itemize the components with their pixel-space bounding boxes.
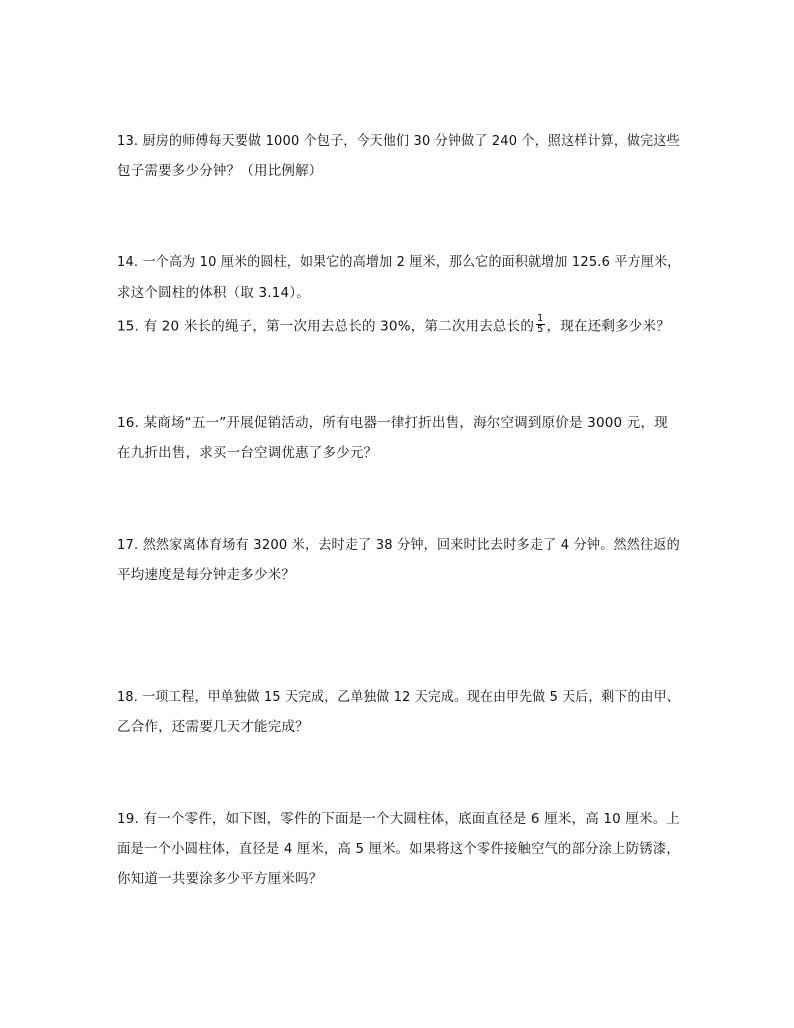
question-number: 16.	[117, 415, 140, 431]
question-text: 面是一个小圆柱体，直径是 4 厘米，高 5 厘米。如果将这个零件接触空气的部分涂上防锈漆，	[117, 841, 680, 857]
question-14-line-1	[117, 253, 680, 271]
question-text: 在九折出售，求买一台空调优惠了多少元？	[117, 445, 378, 461]
question-text: 求这个圆柱的体积（取 3.14）。	[117, 285, 310, 301]
question-19-line-1	[117, 810, 680, 828]
question-18-line-1	[117, 688, 680, 706]
question-text: 有 20 米长的绳子，第一次用去总长的 30%，第二次用去总长的	[143, 318, 535, 335]
question-13-line-2	[117, 162, 323, 180]
fraction-denominator: 5	[537, 324, 544, 335]
question-number: 19.	[117, 811, 140, 827]
question-19-line-2	[117, 840, 680, 858]
question-text: 厨房的师傅每天要做 1000 个包子，今天他们 30 分钟做了 240 个，照这样计算，做完这些	[142, 133, 680, 149]
question-text: 你知道一共要涂多少平方厘米吗？	[117, 871, 323, 887]
question-17-line-2	[117, 566, 295, 584]
question-text: 某商场“五一”开展促销活动，所有电器一律打折出售，海尔空调到原价是 3000 元，现	[143, 415, 668, 431]
question-text: 有一个零件，如下图，零件的下面是一个大圆柱体，底面直径是 6 厘米，高 10 厘米。上	[143, 811, 681, 827]
fraction-numerator: 1	[537, 313, 544, 324]
question-13-line-1	[117, 132, 680, 150]
question-text: 一项工程，甲单独做 15 天完成，乙单独做 12 天完成。现在由甲先做 5 天后，剩下的由甲、	[142, 689, 680, 705]
question-text: 一个高为 10 厘米的圆柱，如果它的高增加 2 厘米，那么它的面积就增加 125.6 平方厘米，	[142, 254, 681, 270]
question-number: 15.	[117, 318, 140, 335]
question-text: 乙合作，还需要几天才能完成？	[117, 719, 309, 735]
question-number: 14.	[117, 254, 139, 270]
question-text: 包子需要多少分钟？（用比例解）	[117, 163, 323, 179]
question-16-line-1	[117, 414, 668, 432]
question-number: 13.	[117, 133, 139, 149]
question-text: 然然家离体育场有 3200 米，去时走了 38 分钟，回来时比去时多走了 4 分钟。然然往返的	[142, 537, 680, 553]
question-number: 17.	[117, 537, 139, 553]
question-text: ，现在还剩多少米？	[546, 318, 670, 335]
question-14-line-2	[117, 284, 310, 302]
question-text: 平均速度是每分钟走多少米？	[117, 567, 296, 583]
question-number: 18.	[117, 689, 139, 705]
question-16-line-2	[117, 444, 377, 462]
question-17-line-1	[117, 536, 680, 554]
question-19-line-3	[117, 870, 323, 888]
question-18-line-2	[117, 718, 309, 736]
fraction-one-fifth	[536, 314, 545, 335]
question-15-line-1	[117, 313, 670, 337]
